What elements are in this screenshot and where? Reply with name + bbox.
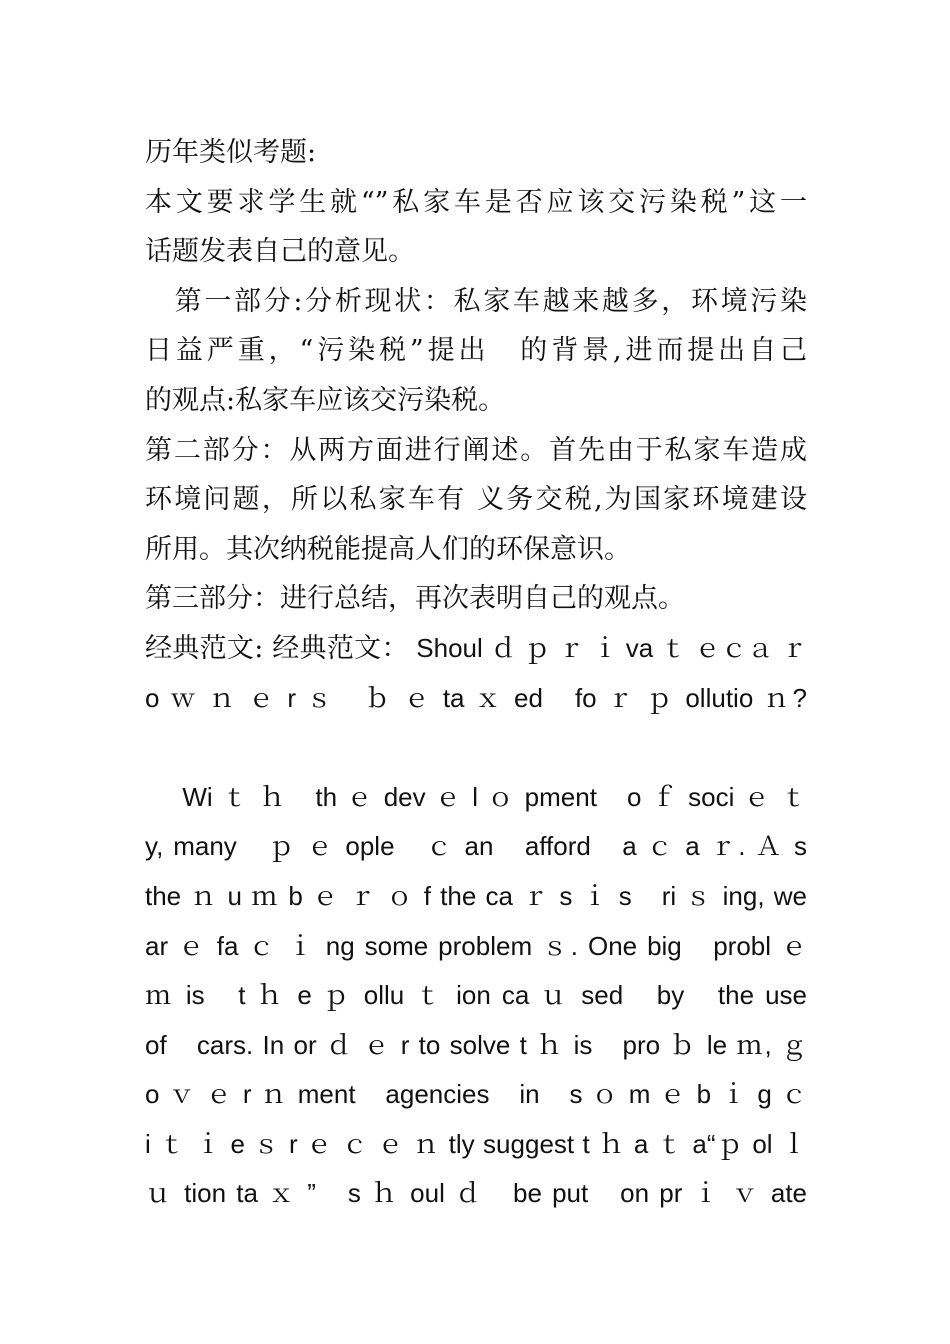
essay-line-9: ｕ tion ta ｘ ” s ｈ oul ｄ be put on pr ｉ ｖ ate (145, 1178, 807, 1209)
part2-line-2: 环境问题，所以私家车有 义务交税,为国家环境建设 (145, 484, 807, 516)
requirement-line-2: 话题发表自己的意见。 (145, 236, 415, 268)
part3-line-1: 第三部分：进行总结，再次表明自己的观点。 (145, 583, 685, 615)
essay-line-5: ｍ is t ｈ e ｐ ollu ｔ ion ca ｕ sed by the use (145, 980, 807, 1011)
document-body (145, 128, 807, 1219)
model-essay-label: 经典范文: 经典范文： (145, 632, 409, 664)
part1-line-2: 日益严重，“污染税”提出 的背景,进而提出自己 (145, 335, 807, 367)
paragraph-spacer (145, 723, 807, 773)
model-essay-title-start: Shoul ｄ ｐ ｒ ｉ va ｔ ｅｃａ ｒ (408, 632, 807, 663)
essay-line-8: i ｔ ｉ e ｓ r ｅ ｃ ｅ ｎ tly suggest t ｈ a ｔ a“ｐ ol ｌ (145, 1128, 807, 1159)
essay-line-6: of cars. In or ｄ ｅ r to solve t ｈ is pro ｂ le ｍ, ｇ (145, 1029, 807, 1060)
section-heading: 历年类似考题: (145, 137, 317, 168)
model-essay-title-line-2: o ｗ ｎ ｅ r ｓ ｂ ｅ ta ｘ ed fo ｒ ｐ ollutio ｎ? (145, 682, 807, 713)
essay-line-1: Wi ｔ ｈ th ｅ dev ｅ l ｏ pment o ｆ soci ｅ ｔ (145, 781, 807, 812)
part2-line-1: 第二部分：从两方面进行阐述。首先由于私家车造成 (145, 434, 807, 466)
part2-line-3: 所用。其次纳税能提高人们的环保意识。 (145, 533, 631, 565)
part1-line-1: 第一部分:分析现状：私家车越来越多，环境污染 (145, 285, 807, 317)
essay-line-3: the ｎ u ｍ b ｅ ｒ ｏ f the ca ｒ s ｉ s ri ｓ ing, we (145, 880, 807, 911)
essay-line-2: y, many ｐ ｅ ople ｃ an afford a ｃ a ｒ. Ａ s (145, 831, 807, 862)
essay-line-4: ar ｅ fa ｃ ｉ ng some problem ｓ. One big probl ｅ (145, 930, 807, 961)
essay-line-7: o ｖ ｅ r ｎ ment agencies in s ｏ m ｅ b ｉ g ｃ (145, 1079, 807, 1110)
requirement-line-1: 本文要求学生就“”私家车是否应该交污染税”这一 (145, 186, 807, 218)
model-essay-title-line-1 (145, 624, 807, 674)
part1-line-3: 的观点:私家车应该交污染税。 (145, 384, 506, 416)
